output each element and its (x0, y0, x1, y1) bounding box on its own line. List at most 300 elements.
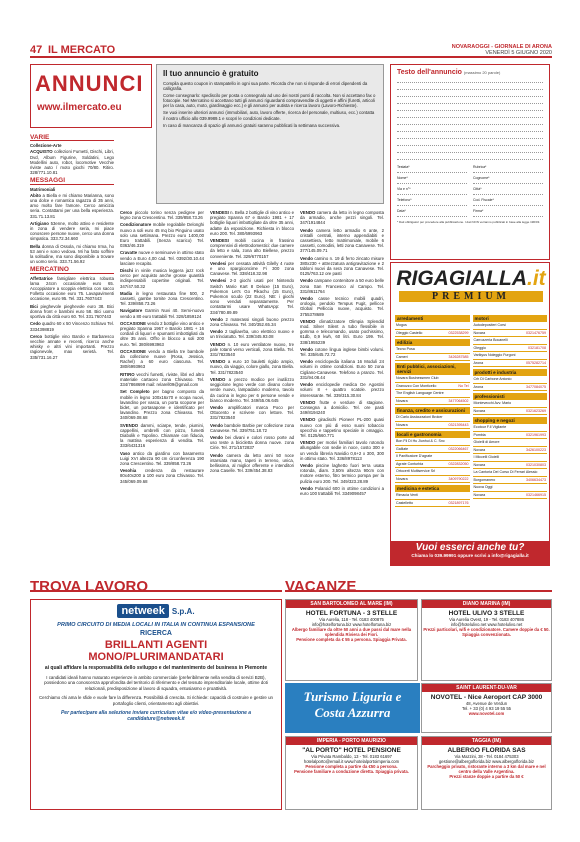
classified-ad (30, 304, 114, 320)
business-name: Ecotour F.Il Vigilante (473, 425, 507, 429)
ad-text: camera da letto in legno composta da armadio, anche pezzi singoli. Tel. 347/1914844 (300, 210, 384, 226)
classified-ad (210, 238, 294, 259)
hotel-offer: www.novotel.com (468, 711, 505, 716)
subcategory-heading: Collezione-Arte (30, 143, 62, 149)
classified-ad (300, 382, 384, 398)
category-heading: MERCATINO (30, 267, 114, 273)
ad-keyword: VENDO (210, 376, 226, 382)
business-phone: 3477084075 (526, 384, 546, 389)
business-name: Novara (396, 476, 408, 481)
business-name: Autodepositeri Corsi (473, 323, 506, 327)
classified-ad (120, 372, 204, 388)
business-phone: 0321961993 (526, 432, 546, 437)
ad-text: vendo a Biella tre bambole da collezione nuove (Rosa, Jessica, Rachel) a 60 euro ciascuna. Tel. 380/6993963 (120, 348, 204, 370)
rigagialla-item[interactable] (395, 354, 470, 362)
business-name: Novara (396, 422, 408, 427)
classified-ad (300, 359, 384, 380)
hotel-address: Via Aurelia Ovest, 19 - Tel. 0183 407886 (449, 617, 524, 622)
business-name: Gioielli di Amore (473, 440, 500, 444)
coupon-text-line[interactable] (397, 76, 543, 83)
rigagialla-premium-box (390, 262, 550, 566)
rigagialla-item[interactable] (395, 476, 470, 484)
business-name: Arona (473, 360, 484, 365)
business-name: Bon Fil Di Hu Jiunhui & C. Snc (396, 439, 445, 443)
ad-keyword: Vendo (300, 382, 313, 388)
coupon-field[interactable]: Cognome* (473, 176, 543, 184)
ad-keyword: Vendo (300, 462, 313, 468)
job-description-2: Cerchiamo chi ama le sfide e vuole fare la differenza. Possibilità di crescita. Si richiede: capacità di costruire e gestire un portafoglio clienti, orientamento agli obiettivi. (39, 695, 273, 706)
rigagialla-right-column (473, 313, 548, 507)
rigagialla-item[interactable] (473, 360, 548, 368)
ad-text: mobile regolabile Delonghi nuovo a soli euro 45 mq bio Pinguino usato solo una settimana. Prezzo euro 1400,00 Euro trattabili. (Senza scarico) Tel. 0363/46.319 (120, 222, 205, 249)
ad-keyword: OCCASIONE (120, 320, 147, 326)
classified-ad (300, 278, 384, 294)
rigagialla-item[interactable] (473, 469, 548, 477)
job-description: I candidati ideali hanno maturato esperienze in ambito commerciale (preferibilmente nella vendita di servizi B2B), possiedono una conoscenza approfondita del territorio di riferimento e del tessuto imprenditoriale locale, ottime doti relazionali, predisposizione al lavoro di squadra, entusiasmo e proattività. (44, 675, 268, 691)
rigagialla-item[interactable] (395, 438, 470, 446)
ad-text: famigliare elettrica robusta lama 24cm occasionale euro 65. Accoppiatore a scoppia elettrica con sacco Folletto occasione euro 75. Lavapavimenti occasione, euro 95. Tel. 331.7607443 (30, 275, 114, 302)
classified-ad (210, 261, 294, 277)
rigagialla-item[interactable] (473, 337, 548, 345)
business-phone: 0321395443 (448, 422, 469, 427)
ad-keyword: Condizionatore (120, 222, 152, 228)
ad-text: giradischi Pioneer PL-200 quasi nuovo con più di esso suoni tobaccio specchio e tappetino speciale in omaggio. Tel. 0125/660.771 (300, 417, 384, 438)
business-name: The English Language Centre (396, 391, 444, 395)
business-name: Cameri (396, 354, 408, 359)
coupon-field[interactable]: Città* (473, 187, 543, 195)
ad-keyword: Vesohia (120, 468, 137, 474)
ad-keyword: VENDO (300, 318, 316, 324)
rigagialla-category: shopping e negozi (473, 417, 548, 424)
ad-keyword: VENDO (300, 440, 316, 446)
ad-text: nuove e seminuove in ottimo stato vendo a Euro 4,00 cad. Tel. 0392/30.10.44 lasciare recapito. (120, 250, 204, 266)
classified-ad (120, 349, 204, 370)
coupon-text-line[interactable] (397, 111, 543, 118)
classified-ad (210, 317, 294, 327)
rigagialla-item[interactable] (473, 345, 548, 353)
free-ad-info-box (156, 64, 384, 204)
business-phone: 0322538299 (448, 330, 469, 335)
coupon-text-lines[interactable] (397, 76, 543, 160)
business-phone: 0321897176 (448, 500, 469, 505)
hotel-address: 48, Avenue de Verdun (465, 701, 508, 706)
classifieds-column-2 (120, 210, 204, 486)
ad-text: collezioni Fumetti, Dischi, Libri, Dvd, Album Figurine, Soldatini, Lego Modellini auto, robot, locomotive Vecchie riviste auto / moto giochi 70/80. Ritiro. 328/771.10.81 (30, 149, 114, 176)
free-ad-title: Il tuo annuncio è gratuito (163, 69, 259, 78)
business-name: Tecno Posa (396, 347, 415, 351)
ad-keyword: Vendesi (210, 278, 227, 284)
classified-ad (210, 405, 294, 421)
classified-ad (120, 468, 204, 484)
coupon-text-line[interactable] (397, 83, 543, 90)
rigagialla-item[interactable] (473, 424, 548, 432)
hotel-ad[interactable] (285, 736, 418, 810)
classified-ad (210, 278, 294, 314)
hotel-offer-2: Prezzi stanze doppie a partire da 50 € (449, 774, 524, 779)
classified-ad (30, 334, 114, 360)
rigagialla-item[interactable] (395, 383, 470, 391)
ad-keyword: Vaso (120, 450, 131, 456)
rigagialla-left-column (395, 313, 470, 507)
classified-ad (300, 417, 384, 438)
ad-keyword: Navigatore (120, 308, 143, 314)
hotel-location: SAINT LAURENT-DU-VAR (422, 684, 551, 692)
annunci-logo (30, 64, 152, 128)
rigagialla-item[interactable] (395, 453, 470, 461)
vuoi-esserci-banner[interactable] (391, 541, 549, 565)
ad-keyword: Vendo (210, 422, 223, 428)
hotel-offer: Parcheggio privato, ristorante interno a 3 km dal mare e nel centro della Valle Argentina. (427, 764, 546, 774)
classified-ad (300, 463, 384, 484)
rigagialla-item[interactable] (395, 346, 470, 354)
ad-keyword: Bici (30, 303, 38, 309)
ad-keyword: Affettatrice (30, 275, 53, 281)
ad-keyword: Vendo (210, 434, 223, 440)
ad-text: cotone lingua inglese bimbi volumi. Tel. 335/645.72.72 (300, 346, 385, 358)
ad-keyword: VENDO (300, 210, 316, 215)
business-name: Novara (473, 447, 486, 452)
business-name: Borgomanero (473, 477, 496, 482)
ad-text: camera da letto anni 50 noce intarsiata mano, tapeti in terreno, unica, bellissima, al miglior offerente e intenditori zona Caselle. Tel. 339/454.38.83 (210, 452, 294, 474)
ad-text: camino n. 19 di ferro zincato misure 380x230 + attrezzatura antigravitazione e 2 tabloni nuovi da sera zona Canavese. Tel. 0125/763.12 ore pasti (300, 255, 384, 277)
classified-ad (300, 486, 384, 496)
rigagialla-logo (391, 267, 551, 302)
rigagialla-item[interactable] (395, 322, 470, 330)
hotel-offer-2: Pensione familiare a conduzione diretta. Spiaggia privata. (294, 769, 409, 774)
coupon-fields (397, 165, 543, 217)
turismo-liguria-banner (285, 683, 420, 733)
rigagialla-item[interactable] (473, 352, 548, 360)
business-name: Agrate Conturbia (396, 461, 424, 466)
turismo-title-a: Turismo Liguria e (303, 689, 402, 704)
job-headline: BRILLANTI AGENTI MONO/PLURIMANDATARI (88, 639, 224, 663)
classified-ad (210, 329, 294, 339)
coupon-text-line[interactable] (397, 132, 543, 139)
ad-text: per bagno composto da mobile in legno 100x16x70 e scopa nuovi, lavandino per vasca, un porta scopone per bidet, un portasapone e identificato per lavandino. Prezzo zona Chivasso. Tel. 340/069.08.68 (120, 389, 204, 421)
rigagialla-item[interactable] (473, 477, 548, 485)
job-apply[interactable]: Per partecipare alla selezione inviare curriculum vitae e/o video-presentazione a candidature@netweek.it (60, 710, 252, 723)
business-phone: 0321623269 (526, 408, 546, 413)
rigagialla-item[interactable] (473, 462, 548, 470)
coupon-field[interactable]: Rubrica* (473, 165, 543, 173)
rigagialla-item[interactable] (473, 330, 548, 338)
business-name: Mogus (396, 323, 407, 327)
classified-ad (210, 453, 294, 474)
rigagialla-item[interactable] (473, 322, 548, 330)
ad-text: 2 materassi singoli buono prezzo zona Chivasso. Tel. 340/352.65.34 (210, 316, 294, 328)
rigagialla-item[interactable] (473, 408, 548, 416)
ad-text: camera letto armadio 6 ante, 2 cristalli centrali, interno appendiabiti e cassettiera, letto matrimoniale, mobile 6 cassetti, comodini, letti zona Canavese. Tel. 377/145.09.71 (300, 227, 385, 254)
ad-text: vendo 2 bottiglie vino antico e pregiato Spanna 1967 e Barolo 1981 + 16 cordiali di liquori e spumanti imbottigliati da oltre 35 anni. Offro in blocco a soli 200 euro. Tel. 380/6993963 (120, 320, 204, 347)
business-name: Montevecchi Avv. Mario (473, 401, 512, 405)
netweek-logo-text: netweek (117, 604, 168, 618)
classified-ad (210, 342, 294, 358)
job-tagline: PRIMO CIRCUITO DI MEDIA LOCALI IN ITALIA IN CONTINUA ESPANSIONE (57, 622, 255, 628)
ad-text: dammi, sciarpe, tende, piumini, cappellini, ombrelli con pizzo, fumetti Diabolik e Topolino. Chiamare con fiducia, la mattina esperienza di vendita. Tel. 333/6431316 (120, 422, 205, 449)
ad-text: bambole Barbie per collezione zona Canavese. Tel. 339/751.18.72 (210, 422, 294, 433)
classified-ad (120, 423, 204, 449)
ad-text: 53enne, molto attivo e residente in zona di vendere seria, mi piace conoscere persone nuove, cerco una donna simpatica. 333.72.34.660 (30, 220, 115, 242)
coupon-field[interactable]: Testata* (397, 165, 467, 173)
coupon-text-line[interactable] (397, 153, 543, 160)
rigagialla-category: arredamenti (395, 315, 470, 322)
annunci-url[interactable]: www.ilmercato.eu (37, 102, 122, 113)
classified-ad (300, 319, 384, 345)
business-name: Novara Businessmen Club (396, 376, 439, 380)
hotel-ad[interactable] (421, 736, 552, 810)
business-name: Oleggio (473, 345, 486, 350)
coupon-text-line[interactable] (397, 97, 543, 104)
rigagialla-item[interactable] (395, 330, 470, 338)
ad-coupon-form (390, 64, 550, 260)
coupon-field[interactable]: Via e n°* (397, 187, 467, 195)
ad-text: pieghevole pieghevole euro 38. Bici donna front e bambini euro 58. Bici uomo sportiva da città euro 60. Tel. 331.7607443 (30, 303, 114, 320)
ad-keyword: Cravatte (120, 250, 138, 256)
rigagialla-item[interactable] (473, 376, 548, 384)
ad-text: vecchi fumetti, riviste, libri ed altro materiale cartaceo zona Chivasso. Tel. 334/7868699 mail: relarell09@gmail.com (120, 371, 204, 388)
ad-text: piscine laghetto fuori terra usata rotonda, diam. 3,50m altezza 90cm con motore esterno, fitro termico pompa per la pulizia euro 200. Tel. 349/323.28.89 (300, 462, 384, 484)
paper-name (452, 44, 552, 56)
hotel-name: HOTEL ULIVO 3 STELLE (448, 610, 525, 617)
trova-lavoro-header: TROVA LAVORO (30, 578, 282, 592)
rigagialla-item[interactable] (395, 492, 470, 500)
classifieds-column-3 (210, 210, 294, 475)
ad-text: Garmin Nuvi 40. Semi-nuovo vendo a 80 euro trattabili Tel. 328/1859124 (120, 308, 204, 319)
business-phone: 3409790222 (448, 476, 469, 481)
hotel-address: Via Mazzini, 38 - Tel. 0184 475303 (454, 754, 519, 759)
coupon-field[interactable]: Nome* (397, 176, 467, 184)
hotel-location: SAN BARTOLOMEO AL MARE (IM) (286, 600, 417, 608)
business-phone: 0321030803 (526, 462, 546, 467)
ad-text: n. Bella 2 bottiglie di vino antico e pregiato Spanna 67 e Barolo 1981 + 17 bottiglie liquori imbottigliate da oltre 35 anni, adatte da esposizione. Richiesta in blocco euro 200. Tel. 380/6993963 (210, 210, 294, 236)
rigagialla-item[interactable] (395, 422, 470, 430)
ad-text: casse tecnico mobili quadri, orologio, pendolo Tempus Fugit, pellicce Global Pelliccia nuove, acquisto. Tel. 3755378689 (300, 296, 384, 317)
ad-text: Polaroid 600 in ottime condizioni a euro 100 trattabili Tel. 3349098457 (300, 485, 384, 496)
business-name: Oleggio Castello (396, 330, 423, 335)
classified-ad (120, 291, 204, 307)
business-name: Arona (473, 384, 484, 389)
ad-keyword: VENDO (210, 341, 226, 347)
rigagialla-item[interactable] (395, 446, 470, 454)
netweek-logo-suffix: S.p.A. (171, 606, 195, 616)
ad-keyword: Vendo (210, 316, 223, 322)
hotel-ad[interactable] (285, 599, 418, 681)
business-name: Di Carlo Assicurazioni Broker (396, 415, 443, 419)
ad-text: in legno restaurata fine 500, 2 cassetti, gambe tornite zona Crescentino. Tel. 339/858.73.26 (120, 290, 204, 307)
classified-ad (210, 210, 294, 236)
classified-ad (30, 321, 114, 331)
ad-keyword: VENDO (300, 399, 316, 405)
business-name: Pombia (473, 432, 486, 437)
rigagialla-item[interactable] (473, 432, 548, 440)
rigagialla-category: edilizia (395, 339, 470, 346)
rigagialla-item[interactable] (473, 492, 548, 500)
classified-ad (30, 149, 114, 175)
ad-text: 2-3 giochi usati per Nintendo Switch Mario Kart 8 Deluxe (15 Euro), Pokemon Let's Go Pikachu (15 Euro), Pokemon scudo (22 Euro). NB: i giochi sono venduti separatamente. Per contattarmi usare WhatsApp: Tel. 334/780.89.89 (210, 278, 295, 315)
ad-text: donna di Ossola, mi chiamo Irma, ho 53 anni e sono vedova. Mi ha fatto soffrire la solitudine, ma sono disponibile a trovare un uomo serio. 333.71.56.92 (30, 243, 114, 265)
coupon-text-line[interactable] (397, 139, 543, 146)
business-name: Novara (473, 462, 486, 467)
coupon-field[interactable]: Firma* (473, 209, 543, 217)
rigagialla-item[interactable] (395, 398, 470, 406)
business-name: Novara (473, 408, 486, 413)
classified-ad (210, 359, 294, 375)
hotel-ad[interactable] (421, 599, 552, 681)
hotel-offer: Pensione completa a partire da €50 a persona. (305, 764, 398, 769)
ad-text: a prezzo modico per inutilizzo seggiolone legno verde con divano colore verde nuovo, lampadario moderno, tavolo da cucina in legno per 6 persone vende e bianco moderno. Tel. 349/55.06.645 (210, 376, 294, 403)
rigagialla-category: motori (473, 315, 548, 322)
business-phone: 3406634473 (526, 477, 546, 482)
ad-keyword: VENDESI (210, 238, 229, 244)
rigagialla-category: Enti pubblici, associazioni, servizi (395, 363, 470, 375)
subcategory-heading: Matrimoniali (30, 186, 56, 192)
category-heading: MESSAGGI (30, 178, 114, 184)
business-phone: 0321476759 (526, 330, 546, 335)
business-name: Novara (473, 492, 486, 497)
business-name: Crh Di Carbone Antonio (473, 377, 512, 381)
hotel-name: HOTEL FORTUNA - 3 STELLE (305, 610, 398, 617)
hotel-contact: hotelalporto@email.it www.hotelalportoimperia.com (303, 759, 400, 764)
free-ad-paragraph: Come consegnarlo: spediscilo per posta o consegnalo ad uno dei nostri punti di raccolta. Non si accettano fax o fotocopie. Nel Mercatino si accettano tutti gli annunci riguardanti compravendite di oggetti e affini (furetti, articoli per la casa, auto, moto, giardinaggio ecc.) e gli annunci per autista e ricerca lavoro (Lavoro-Richieste). (163, 93, 376, 109)
rigagialla-item[interactable] (395, 461, 470, 469)
vuoi-title: Vuoi esserci anche tu? (415, 542, 525, 553)
ad-text: mobili cucina in frassino comprensivi di elettrodomestici: due camere da letto e sala, zona alto Biellese, prezzo conveniente. Tel. 329/6770157 (210, 238, 294, 259)
ad-keyword: Bella (30, 243, 41, 249)
classifieds-column-4 (300, 210, 384, 498)
ad-keyword: Cerco (30, 333, 43, 339)
classified-ad (30, 193, 114, 219)
coupon-text-line[interactable] (397, 118, 543, 125)
coupon-text-line[interactable] (397, 146, 543, 153)
coupon-field[interactable]: Telefono* (397, 198, 467, 206)
free-ad-paragraph: Se vuoi inserire ulteriori annunci (immobiliari, auto, lavoro offerte, ricerca del personale, multiuso, ecc.) contatta il nostro ufficio allo 039.9989.1 e scopri le condizioni dedicate. (163, 110, 375, 121)
rigagialla-category: finanza, credito e assicurazioni (395, 407, 470, 414)
classified-ad (120, 268, 204, 289)
coupon-field[interactable]: Cod. Fiscale* (473, 198, 543, 206)
classified-ad (300, 440, 384, 461)
ad-keyword: RITIRO (120, 371, 135, 377)
hotel-location: IMPERIA - PORTO MAURIZIO (286, 737, 417, 745)
ad-text: per cessata attività Gilelly 4 ruote e uno spargiconcime Fi 300 zona Canavese. Tel. 338/418.32.98 (210, 260, 294, 277)
rigagialla-item[interactable] (395, 390, 470, 398)
rigagialla-item[interactable] (395, 500, 470, 508)
rigagialla-item[interactable] (473, 400, 548, 408)
ad-keyword: Cerco (120, 210, 133, 215)
ad-text: campane contenitore a 50 euro belle zona San Francesco al Campo. Tel. 331/8611764 (300, 278, 384, 294)
ad-text: in vinile musica leggera jazz rock cerco per acquisto anche grosse quantità indispensabili copertine originali. Tel. 347/47.50.32 (120, 268, 204, 289)
netweek-job-ad (30, 599, 282, 810)
ad-keyword: Vendo (300, 296, 313, 302)
ad-keyword: Vendo (300, 485, 313, 491)
ad-keyword: Cedo (30, 321, 41, 327)
hotel-offer-2: Pensione completa da € 55 a persona. Spiaggia Privata. (296, 637, 407, 642)
ad-text: bei divani e colori rosso porte ad uso teste a bicicletta donna nuove. zona Cirie. Tel. 371/1572837 (210, 434, 294, 451)
annunci-title: ANNUNCI (35, 71, 144, 96)
ad-text: credenza da restaurare 80x40x200 a 100 euro zona Chivasso. Tel. 345/069.09.68 (120, 468, 204, 484)
classified-ad (300, 210, 384, 226)
ad-text: frutte e verdure di stagione. Consegna a domicilio. Tel. ore pasti 349/8194240 (300, 399, 385, 416)
section-title: IL MERCATO (48, 44, 116, 56)
coupon-text-line[interactable] (397, 125, 543, 132)
hotel-contact: info@hotelulivo.net www.hotelulivo.net (450, 622, 523, 627)
business-phone: No Tel (458, 383, 469, 388)
rigagialla-item[interactable] (473, 447, 548, 455)
ad-keyword: Artigiano (30, 220, 49, 226)
ad-keyword: Vendo (300, 255, 313, 261)
ad-text: enciclopedie medica De Agostini volumi 8 + quattro scatole. prezzo interessante. Tel. 339/315.30.84 (300, 382, 384, 398)
rigagialla-premium: PREMIUM (399, 291, 543, 302)
ad-keyword: Madia (120, 290, 133, 296)
rigagialla-category: prodotti e industria (473, 369, 548, 376)
rigagialla-item[interactable] (395, 468, 470, 476)
coupon-subtitle: (massimo 20 parole) (463, 70, 501, 75)
classified-ad (30, 221, 114, 242)
rigagialla-name: RIGAGIALLA (396, 267, 527, 290)
ad-text: piccolo torino senza pedigree per legno zona Crescentino. Tel. 339/858.73.26 (120, 210, 204, 221)
classifieds-column-1 (30, 132, 114, 362)
rigagialla-item[interactable] (473, 384, 548, 392)
ad-text: amplificatori marca Poco per Ottocento e scrivere con lettore. Tel. 331/7823540 (210, 404, 294, 421)
hotel-address: Via Aurelia, 118 - Tel. 0183 400875 (319, 617, 384, 622)
ad-keyword: Vendo (300, 359, 313, 365)
ad-text: climatizzatore Olimpia Splendid mod. Silver Silent a tubo flessibile in gomma e telecomando, usato pochissimo, 61db, 0,9 kwh, 60 litri. Euro 199. Tel. 338/1955239 (300, 318, 384, 345)
hotel-location: TAGGIA (IM) (422, 737, 551, 745)
ad-keyword: OCCASIONE (120, 348, 147, 354)
business-name: Novara (473, 330, 486, 335)
hotel-contact: gestione@albergoflorida.biz www.albergoflorida.biz (438, 759, 535, 764)
business-name: Il Panificatore D'agrate (396, 454, 433, 458)
ad-keyword: Vendo (300, 227, 313, 233)
ad-text: 2 tagliaerba, uno elettrico nuovo e un trinciatutto. Tel. 339/345.93.08 (210, 329, 294, 340)
classified-ad (120, 308, 204, 318)
ad-text: antico da giardino con basamento Luigi XVI altezza 90 cm circonferenza 190 zona Crescentino. Tel. 339/858.73.26 (120, 450, 205, 466)
ad-keyword: Vendesi (210, 260, 227, 266)
hotel-name: NOVOTEL - Nice Aeroport CAP 3000 (430, 694, 543, 701)
business-name: Carrozzeria Bocanelli (473, 338, 508, 342)
job-subheadline: ai quali affidare la responsabilità dello sviluppo e del mantenimento del business in Piemonte (44, 665, 268, 671)
rigagialla-item[interactable] (395, 375, 470, 383)
page-header (30, 44, 552, 58)
classified-ad (30, 244, 114, 265)
rigagialla-category: professionisti (473, 393, 548, 400)
netweek-logo (37, 604, 275, 618)
classified-ad (120, 451, 204, 467)
coupon-text-line[interactable] (397, 104, 543, 111)
classified-ad (120, 321, 204, 347)
business-name: Novara (396, 398, 408, 403)
rigagialla-item[interactable] (395, 414, 470, 422)
rigagialla-item[interactable] (473, 454, 548, 462)
ad-text: n. 10 euro ventilatore nuovo, tre pale rotanti verso verticali, zona Biella. Tel. 331/7823540 (210, 341, 294, 358)
classified-ad (30, 276, 114, 302)
ad-text: per motivi familiari tavolo rotondo allungabile con sedie in noce, costo 300 e un vendo libreria Navidio 0,6+2 x 300, 300 in ottimo stato. Tel. 336/8978113 (300, 440, 384, 461)
rigagialla-item[interactable] (473, 484, 548, 492)
hotel-ad[interactable] (421, 683, 552, 733)
coupon-text-line[interactable] (397, 90, 543, 97)
rigagialla-category: medicina e estetica (395, 485, 470, 492)
classified-ad (300, 400, 384, 416)
rigagialla-item[interactable] (473, 439, 548, 447)
business-name: I Miccelli Gioielli (473, 455, 500, 459)
classified-ad (120, 250, 204, 266)
job-ricerca: RICERCA (140, 630, 172, 637)
business-name: Galliate (396, 446, 409, 451)
ad-keyword: VENDO (300, 417, 316, 423)
coupon-field[interactable]: Data* (397, 209, 467, 217)
hotel-location: DIANO MARINA (IM) (422, 600, 551, 608)
ad-text: enciclopedia italiana 16 Moduli 24 volumi in ottime condizioni. Euro 50 zona Cigliano-Canavese. Telefono a pranzo. Tel. 331/94.08.44 (300, 359, 384, 380)
ad-keyword: Dischi (120, 268, 133, 274)
